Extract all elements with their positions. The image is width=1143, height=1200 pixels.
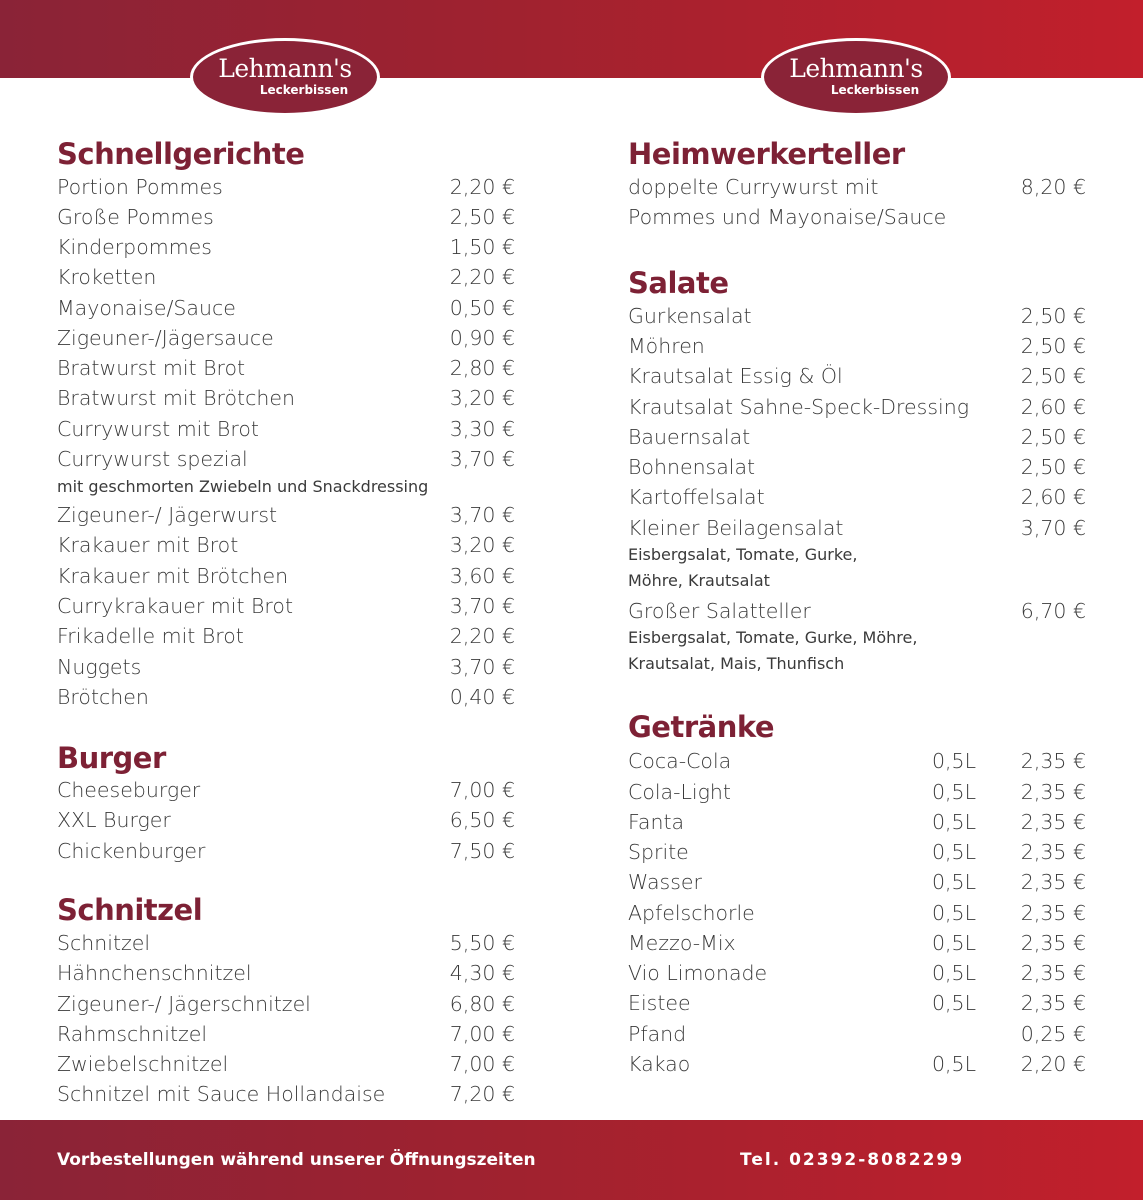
menu-item: Krakauer mit Brot 3,20 € [57, 533, 515, 557]
menu-item: Coca-Cola 0,5L 2,35 € [628, 749, 1086, 773]
menu-item: Gurkensalat 2,50 € [628, 304, 1086, 328]
menu-item: Schnitzel 5,50 € [57, 931, 515, 955]
section-title-burger: Burger [57, 741, 166, 775]
menu-item: Chickenburger 7,50 € [57, 839, 515, 863]
menu-item: Vio Limonade 0,5L 2,35 € [628, 961, 1086, 985]
menu-item: Mayonaise/Sauce 0,50 € [57, 296, 515, 320]
menu-item: Bauernsalat 2,50 € [628, 425, 1086, 449]
menu-item: Mezzo-Mix 0,5L 2,35 € [628, 931, 1086, 955]
menu-item: Sprite 0,5L 2,35 € [628, 840, 1086, 864]
logo-name: Lehmann's [789, 54, 923, 83]
item-description: Eisbergsalat, Tomate, Gurke, [628, 545, 858, 564]
menu-item: Wasser 0,5L 2,35 € [628, 870, 1086, 894]
menu-item: Große Pommes 2,50 € [57, 205, 515, 229]
menu-item: Kinderpommes 1,50 € [57, 235, 515, 259]
top-banner [0, 0, 1143, 78]
item-description: Eisbergsalat, Tomate, Gurke, Möhre, [628, 628, 918, 647]
item-description: Krautsalat, Mais, Thunfisch [628, 654, 845, 673]
menu-item: Rahmschnitzel 7,00 € [57, 1022, 515, 1046]
footer-preorder-text: Vorbestellungen während unserer Öffnungszeiten [57, 1150, 536, 1170]
menu-item: Zigeuner-/ Jägerschnitzel 6,80 € [57, 992, 515, 1016]
logo-sub: Leckerbissen [830, 83, 920, 97]
section-title-schnellgerichte: Schnellgerichte [57, 137, 305, 171]
menu-item-continued: Pommes und Mayonaise/Sauce [628, 205, 947, 229]
menu-item: Krautsalat Essig & Öl 2,50 € [628, 364, 1086, 388]
menu-item: Cola-Light 0,5L 2,35 € [628, 780, 1086, 804]
section-title-schnitzel: Schnitzel [57, 893, 203, 927]
menu-item: doppelte Currywurst mit 8,20 € [628, 175, 1086, 199]
menu-item: Zwiebelschnitzel 7,00 € [57, 1052, 515, 1076]
section-title-getraenke: Getränke [628, 710, 775, 744]
menu-item: Kleiner Beilagensalat 3,70 € [628, 516, 1086, 540]
menu-item: Nuggets 3,70 € [57, 655, 515, 679]
menu-item: Kakao 0,5L 2,20 € [628, 1052, 1086, 1076]
menu-item: XXL Burger 6,50 € [57, 808, 515, 832]
menu-item: Kroketten 2,20 € [57, 265, 515, 289]
menu-item: Zigeuner-/ Jägerwurst 3,70 € [57, 503, 515, 527]
menu-item: Möhren 2,50 € [628, 334, 1086, 358]
menu-item: Bratwurst mit Brot 2,80 € [57, 356, 515, 380]
menu-item: Krautsalat Sahne-Speck-Dressing 2,60 € [628, 395, 1086, 419]
logo-name: Lehmann's [218, 54, 352, 83]
menu-item: Frikadelle mit Brot 2,20 € [57, 624, 515, 648]
menu-item: Apfelschorle 0,5L 2,35 € [628, 901, 1086, 925]
menu-item: Brötchen 0,40 € [57, 685, 515, 709]
section-title-heimwerkerteller: Heimwerkerteller [628, 137, 905, 171]
item-description: mit geschmorten Zwiebeln und Snackdressing [57, 477, 429, 496]
menu-item: Portion Pommes 2,20 € [57, 175, 515, 199]
menu-item: Kartoffelsalat 2,60 € [628, 485, 1086, 509]
section-title-salate: Salate [628, 266, 729, 300]
menu-item: Bohnensalat 2,50 € [628, 455, 1086, 479]
menu-item: Großer Salatteller 6,70 € [628, 599, 1086, 623]
footer-phone: Tel. 02392-8082299 [740, 1150, 965, 1170]
menu-item: Fanta 0,5L 2,35 € [628, 810, 1086, 834]
menu-item: Currywurst spezial 3,70 € [57, 447, 515, 471]
logo-right [761, 38, 951, 116]
menu-item: Zigeuner-/Jägersauce 0,90 € [57, 326, 515, 350]
menu-item: Schnitzel mit Sauce Hollandaise 7,20 € [57, 1082, 515, 1106]
menu-item: Bratwurst mit Brötchen 3,20 € [57, 386, 515, 410]
menu-item: Cheeseburger 7,00 € [57, 778, 515, 802]
menu-item: Krakauer mit Brötchen 3,60 € [57, 564, 515, 588]
menu-item: Currykrakauer mit Brot 3,70 € [57, 594, 515, 618]
menu-item: Eistee 0,5L 2,35 € [628, 991, 1086, 1015]
menu-item: Pfand 0,25 € [628, 1022, 1086, 1046]
logo-left [190, 38, 380, 116]
menu-item: Currywurst mit Brot 3,30 € [57, 417, 515, 441]
logo-sub: Leckerbissen [259, 83, 349, 97]
item-description: Möhre, Krautsalat [628, 571, 770, 590]
menu-item: Hähnchenschnitzel 4,30 € [57, 961, 515, 985]
